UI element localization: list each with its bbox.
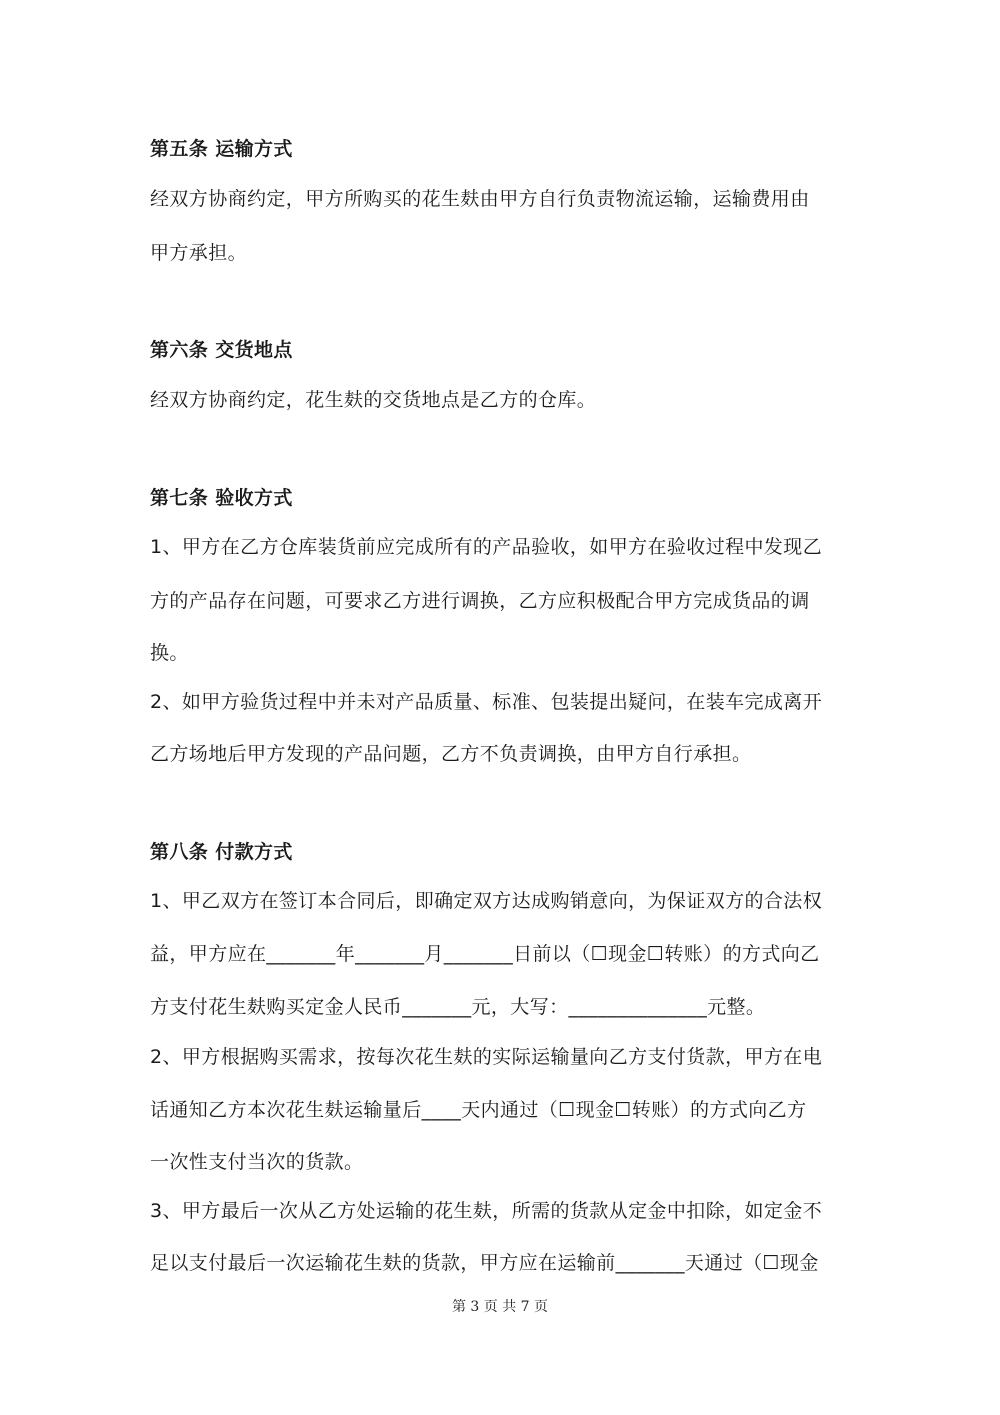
paragraph-line: 换。 — [150, 642, 189, 664]
paragraph-line: 足以支付最后一次运输花生麸的货款，甲方应在运输前_______天通过（☐现金 — [150, 1252, 819, 1274]
paragraph-line: 经双方协商约定，甲方所购买的花生麸由甲方自行负责物流运输，运输费用由 — [150, 188, 810, 210]
paragraph-line: 乙方场地后甲方发现的产品问题，乙方不负责调换，由甲方自行承担。 — [150, 743, 752, 765]
section-heading-7: 第七条 验收方式 — [150, 487, 293, 509]
paragraph-line: 1、甲方在乙方仓库装货前应完成所有的产品验收，如甲方在验收过程中发现乙 — [150, 536, 823, 558]
paragraph-line: 2、如甲方验货过程中并未对产品质量、标准、包装提出疑问，在装车完成离开 — [150, 691, 823, 713]
paragraph-line: 1、甲乙双方在签订本合同后，即确定双方达成购销意向，为保证双方的合法权 — [150, 890, 823, 912]
paragraph-line: 方支付花生麸购买定金人民币_______元，大写：______________元整。 — [150, 996, 766, 1018]
section-heading-6: 第六条 交货地点 — [150, 339, 293, 361]
section-heading-8: 第八条 付款方式 — [150, 841, 293, 863]
paragraph-line: 益，甲方应在_______年_______月_______日前以（☐现金☐转账）的方式向乙 — [150, 943, 820, 965]
paragraph-line: 一次性支付当次的货款。 — [150, 1151, 364, 1173]
paragraph-line: 2、甲方根据购买需求，按每次花生麸的实际运输量向乙方支付货款，甲方在电 — [150, 1046, 823, 1068]
page-number-footer: 第 3 页 共 7 页 — [451, 1299, 549, 1315]
paragraph-line: 经双方协商约定，花生麸的交货地点是乙方的仓库。 — [150, 389, 597, 411]
section-heading-5: 第五条 运输方式 — [150, 138, 293, 160]
paragraph-line: 方的产品存在问题，可要求乙方进行调换，乙方应积极配合甲方完成货品的调 — [150, 590, 810, 612]
paragraph-line: 3、甲方最后一次从乙方处运输的花生麸，所需的货款从定金中扣除，如定金不 — [150, 1200, 823, 1222]
paragraph-line: 甲方承担。 — [150, 242, 248, 264]
paragraph-line: 话通知乙方本次花生麸运输量后____天内通过（☐现金☐转账）的方式向乙方 — [150, 1099, 807, 1121]
